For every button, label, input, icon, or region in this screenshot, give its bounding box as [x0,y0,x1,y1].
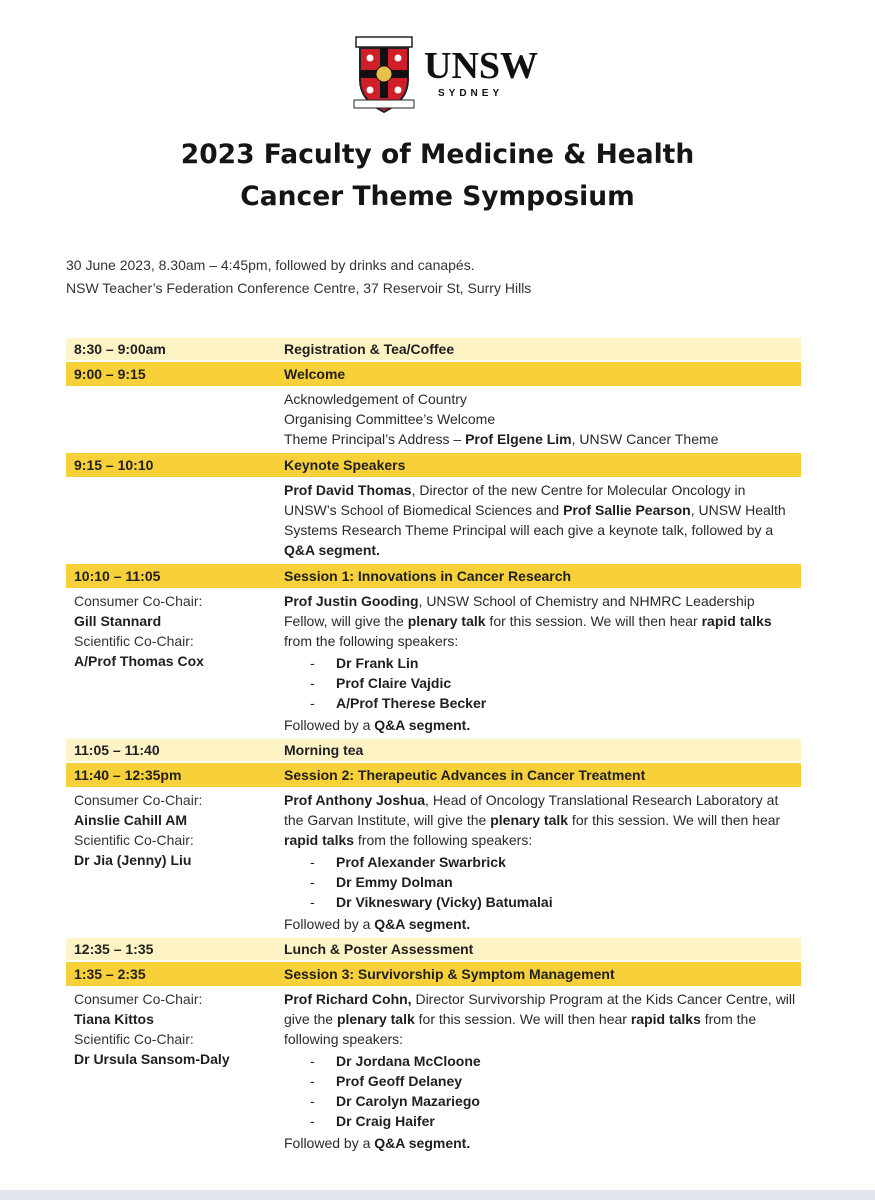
speaker-name: Prof Richard Cohn, [284,991,412,1007]
speaker-list [284,653,801,713]
agenda-row-session-2 [66,763,801,787]
list-item: - Dr Carolyn Mazariego [310,1091,801,1111]
page-title [0,134,875,218]
unsw-crest-icon [352,36,416,114]
session-chairs [66,986,284,1157]
speaker-list [284,852,801,912]
agenda-title: Session 1: Innovations in Cancer Research [284,564,801,588]
speaker-name: Prof Anthony Joshua [284,792,426,808]
title-line-2: Cancer Theme Symposium [240,181,635,212]
consumer-chair-label: Consumer Co-Chair: [74,792,203,808]
agenda-time: 11:05 – 11:40 [66,739,284,761]
session-description: Prof Anthony Joshua, Head of Oncology Translational Research Laboratory at the Garvan Institute, will give the plenary talk for this session. We will then hear rapid talks from the following speakers: [284,792,781,848]
welcome-address: Theme Principal’s Address – Prof Elgene Lim, UNSW Cancer Theme [284,431,719,447]
unsw-logo [352,36,552,116]
agenda-detail-welcome [66,386,801,453]
scientific-chair-name: Dr Jia (Jenny) Liu [74,852,192,868]
title-line-1: 2023 Faculty of Medicine & Health [180,139,695,170]
agenda-row-registration [66,338,801,360]
scientific-chair-label: Scientific Co-Chair: [74,633,194,649]
list-item: - Prof Alexander Swarbrick [310,852,801,872]
agenda-title: Session 3: Survivorship & Symptom Management [284,962,801,986]
scientific-chair-label: Scientific Co-Chair: [74,832,194,848]
agenda-title: Lunch & Poster Assessment [284,938,801,960]
agenda-title: Morning tea [284,739,801,761]
qa-note: Followed by a Q&A segment. [284,1135,471,1151]
consumer-chair-label: Consumer Co-Chair: [74,991,203,1007]
list-item: - A/Prof Therese Becker [310,693,801,713]
agenda-row-lunch [66,938,801,960]
agenda-title: Session 2: Therapeutic Advances in Cancer Treatment [284,763,801,787]
qa-note: Followed by a Q&A segment. [284,916,471,932]
agenda-detail-session-1 [66,588,801,739]
consumer-chair-name: Ainslie Cahill AM [74,812,188,828]
agenda-row-morning-tea [66,739,801,761]
agenda-title: Keynote Speakers [284,453,801,477]
event-info [66,254,531,300]
qa-note: Followed by a Q&A segment. [284,717,471,733]
scientific-chair-name: Dr Ursula Sansom-Daly [74,1051,230,1067]
agenda-row-session-3 [66,962,801,986]
agenda-time: 9:15 – 10:10 [66,453,284,477]
welcome-item: Acknowledgement of Country [284,391,467,407]
welcome-item: Organising Committee’s Welcome [284,411,496,427]
session-chairs [66,588,284,739]
list-item: - Dr Vikneswary (Vicky) Batumalai [310,892,801,912]
speaker-name: Prof Sallie Pearson [563,502,691,518]
speaker-name: Prof Justin Gooding [284,593,419,609]
agenda-table [66,338,801,1157]
agenda-detail-session-3 [66,986,801,1157]
speaker-name: Prof David Thomas [284,482,412,498]
agenda-detail-keynote [66,477,801,564]
scientific-chair-label: Scientific Co-Chair: [74,1031,194,1047]
session-description: Prof Justin Gooding, UNSW School of Chemistry and NHMRC Leadership Fellow, will give the plenary talk for this session. We will then hear rapid talks from the following speakers: [284,593,772,649]
agenda-time: 1:35 – 2:35 [66,962,284,986]
unsw-wordmark-sub: SYDNEY [438,88,504,99]
list-item: - Dr Frank Lin [310,653,801,673]
agenda-time: 11:40 – 12:35pm [66,763,284,787]
agenda-row-session-1 [66,564,801,588]
speaker-name: Prof Elgene Lim [465,431,572,447]
list-item: - Dr Jordana McCloone [310,1051,801,1071]
agenda-time: 12:35 – 1:35 [66,938,284,960]
consumer-chair-name: Tiana Kittos [74,1011,154,1027]
scientific-chair-name: A/Prof Thomas Cox [74,653,204,669]
agenda-time: 9:00 – 9:15 [66,362,284,386]
keynote-description: Prof David Thomas, Director of the new Centre for Molecular Oncology in UNSW’s School of Biomedical Sciences and Prof Sallie Pearson, UNSW Health Systems Research Theme Principal will each give a keynote talk, followed by a Q&A segment. [284,482,786,558]
speaker-list [284,1051,801,1131]
agenda-time: 8:30 – 9:00am [66,338,284,360]
agenda-row-keynote [66,453,801,477]
event-date: 30 June 2023, 8.30am – 4:45pm, followed by drinks and canapés. [66,257,475,273]
agenda-title: Registration & Tea/Coffee [284,338,801,360]
consumer-chair-name: Gill Stannard [74,613,162,629]
agenda-title: Welcome [284,362,801,386]
agenda-row-welcome [66,362,801,386]
list-item: - Prof Claire Vajdic [310,673,801,693]
agenda-detail-session-2 [66,787,801,938]
page-bottom-edge [0,1190,875,1200]
qa-segment: Q&A segment. [284,542,380,558]
consumer-chair-label: Consumer Co-Chair: [74,593,203,609]
session-description: Prof Richard Cohn, Director Survivorship Program at the Kids Cancer Centre, will give the plenary talk for this session. We will then hear rapid talks from the following speakers: [284,991,796,1047]
session-chairs [66,787,284,938]
event-venue: NSW Teacher’s Federation Conference Centre, 37 Reservoir St, Surry Hills [66,280,532,296]
list-item: - Dr Craig Haifer [310,1111,801,1131]
list-item: - Dr Emmy Dolman [310,872,801,892]
agenda-time: 10:10 – 11:05 [66,564,284,588]
list-item: - Prof Geoff Delaney [310,1071,801,1091]
unsw-wordmark: UNSW [424,45,539,87]
